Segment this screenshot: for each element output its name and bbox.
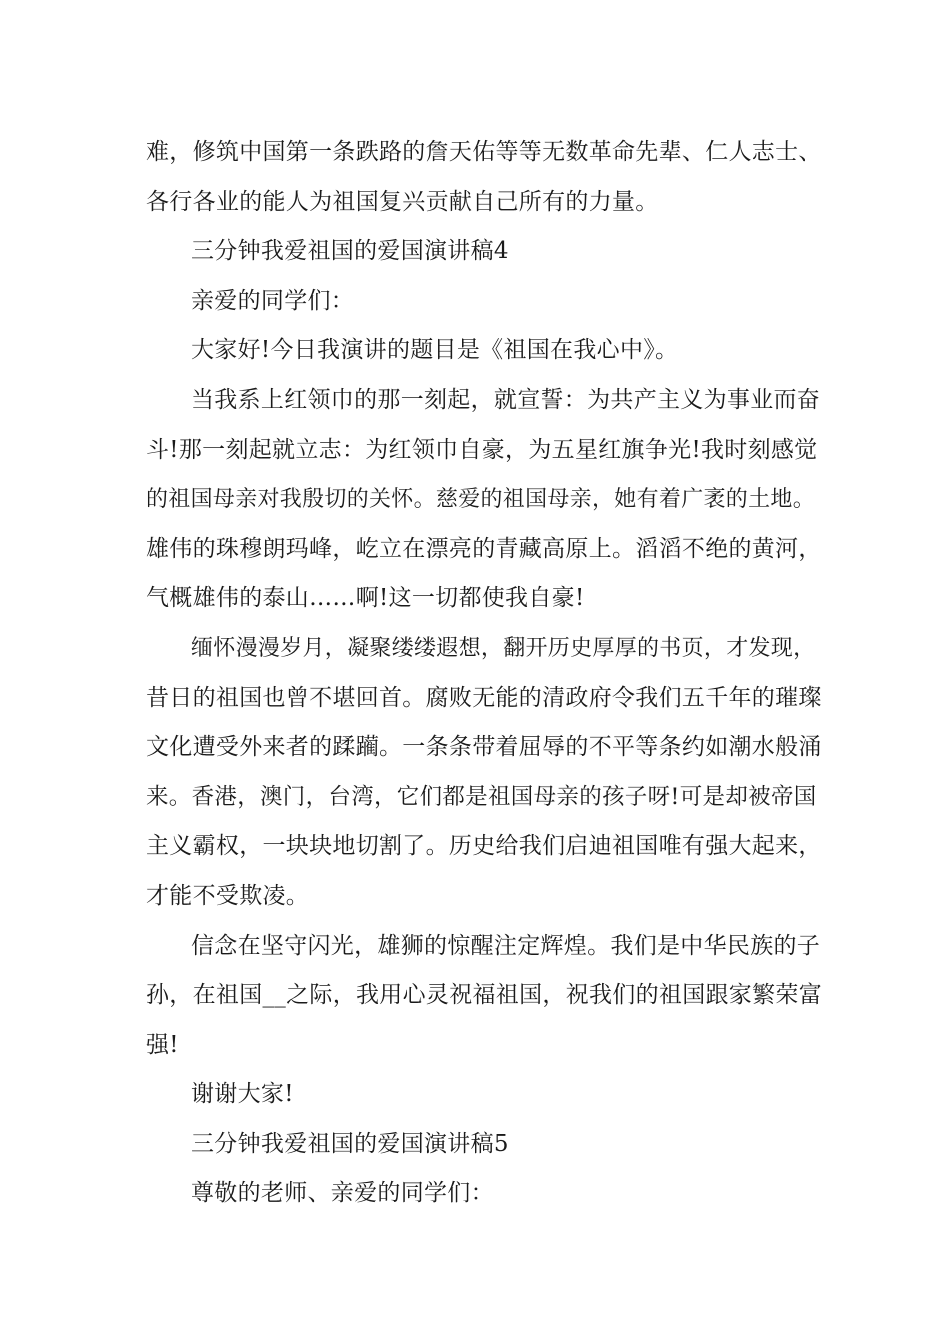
text-line: 才能不受欺凌。: [146, 882, 310, 909]
text-line: 昔日的祖国也曾不堪回首。腐败无能的清政府令我们五千年的璀璨: [146, 684, 822, 711]
text-line: 斗!那一刻起就立志：为红领巾自豪，为五星红旗争光!我时刻感觉: [146, 436, 818, 463]
section-heading: 三分钟我爱祖国的爱国演讲稿5: [191, 1130, 509, 1157]
text-line: 孙，在祖国__之际，我用心灵祝福祖国，祝我们的祖国跟家繁荣富: [146, 982, 822, 1009]
text-line: 主义霸权，一块块地切割了。历史给我们启迪祖国唯有强大起来，: [146, 833, 822, 860]
document-body: [146, 128, 826, 1219]
text-line: 各行各业的能人为祖国复兴贡献自己所有的力量。: [146, 188, 659, 215]
closing-line: 谢谢大家!: [191, 1081, 294, 1108]
salutation: 尊敬的老师、亲爱的同学们：: [191, 1180, 494, 1207]
text-line: 雄伟的珠穆朗玛峰，屹立在漂亮的青藏高原上。滔滔不绝的黄河，: [146, 535, 822, 562]
salutation: 亲爱的同学们：: [191, 287, 355, 314]
text-line: 信念在坚守闪光，雄狮的惊醒注定辉煌。我们是中华民族的子: [191, 932, 821, 959]
text-line: 来。香港，澳门，台湾，它们都是祖国母亲的孩子呀!可是却被帝国: [146, 783, 817, 810]
text-line: 的祖国母亲对我殷切的关怀。慈爱的祖国母亲，她有着广袤的土地。: [146, 487, 816, 513]
text-line: 大家好!今日我演讲的题目是《祖国在我心中》。: [191, 337, 679, 364]
text-line: 文化遭受外来者的蹂躏。一条条带着屈辱的不平等条约如潮水般涌: [146, 734, 822, 761]
section-heading: 三分钟我爱祖国的爱国演讲稿4: [191, 238, 509, 265]
text-line: 当我系上红领巾的那一刻起，就宣誓：为共产主义为事业而奋: [191, 386, 821, 413]
text-line: 气概雄伟的泰山……啊!这一切都使我自豪!: [146, 585, 585, 612]
text-line: 强!: [146, 1031, 179, 1058]
text-line: 难，修筑中国第一条跌路的詹天佑等等无数革命先辈、仁人志士、: [146, 139, 822, 165]
text-line: 缅怀漫漫岁月，凝聚缕缕遐想，翻开历史厚厚的书页，才发现，: [191, 635, 816, 661]
